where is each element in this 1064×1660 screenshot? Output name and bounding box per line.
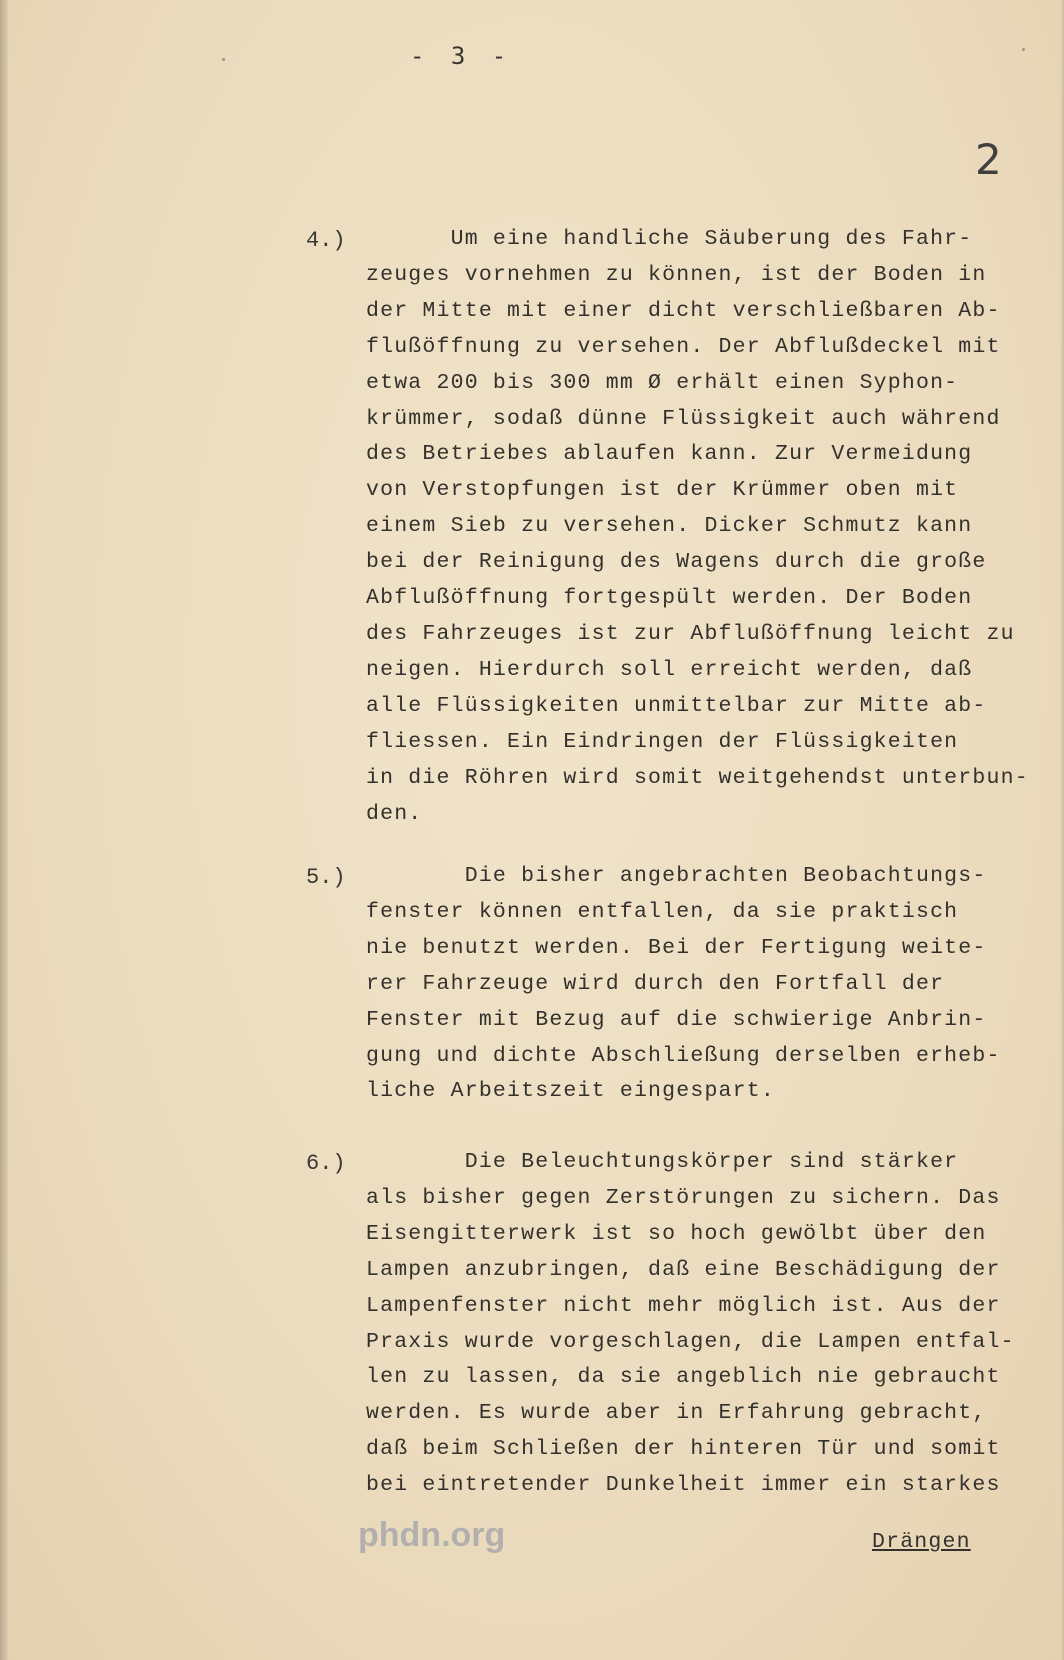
text-line: liche Arbeitszeit eingespart. <box>366 1079 775 1104</box>
ink-speck <box>222 58 225 61</box>
page-number: - 3 - <box>410 42 513 70</box>
text-line: Fenster mit Bezug auf die schwierige Anbrin- <box>366 1007 987 1032</box>
watermark-logo: phdn.org <box>358 1516 506 1554</box>
text-line: bei eintretender Dunkelheit immer ein starkes <box>366 1473 1001 1498</box>
text-line: von Verstopfungen ist der Krümmer oben mit <box>366 478 959 503</box>
text-line: alle Flüssigkeiten unmittelbar zur Mitte ab- <box>366 693 987 718</box>
text-line: Die Beleuchtungskörper sind stärker <box>366 1150 959 1174</box>
text-line: neigen. Hierdurch soll erreicht werden, daß <box>366 657 973 682</box>
section-body <box>366 1145 1056 1504</box>
text-line: einem Sieb zu versehen. Dicker Schmutz kann <box>366 514 973 539</box>
section-body <box>366 222 1056 832</box>
text-line: in die Röhren wird somit weitgehendst unterbun- <box>366 765 1029 790</box>
text-line: fenster können entfallen, da sie praktisch <box>366 899 959 924</box>
text-line: des Fahrzeuges ist zur Abflußöffnung leicht zu <box>366 621 1015 646</box>
ink-speck <box>1022 48 1025 51</box>
text-line: fliessen. Ein Eindringen der Flüssigkeiten <box>366 729 959 754</box>
text-line: rer Fahrzeuge wird durch den Fortfall der <box>366 971 945 996</box>
section-body <box>366 859 1056 1110</box>
text-line: etwa 200 bis 300 mm Ø erhält einen Syphon- <box>366 370 959 395</box>
text-line: daß beim Schließen der hinteren Tür und somit <box>366 1437 1001 1462</box>
text-line: Lampenfenster nicht mehr möglich ist. Aus der <box>366 1293 1001 1318</box>
text-line: Um eine handliche Säuberung des Fahr- <box>366 227 973 251</box>
text-line: Die bisher angebrachten Beobachtungs- <box>366 864 987 888</box>
catchword: Drängen <box>872 1530 971 1554</box>
text-line: als bisher gegen Zerstörungen zu sichern. Das <box>366 1185 1001 1210</box>
section-number: 6.) <box>306 1151 346 1176</box>
text-line: flußöffnung zu versehen. Der Abflußdeckel mit <box>366 334 1001 359</box>
text-line: nie benutzt werden. Bei der Fertigung weite- <box>366 935 987 960</box>
text-line: Eisengitterwerk ist so hoch gewölbt über den <box>366 1221 987 1246</box>
text-line: Lampen anzubringen, daß eine Beschädigung der <box>366 1257 1001 1282</box>
folio-number: 2 <box>975 135 1002 184</box>
text-line: des Betriebes ablaufen kann. Zur Vermeidung <box>366 442 973 467</box>
text-line: werden. Es wurde aber in Erfahrung gebracht, <box>366 1401 987 1426</box>
page-right-edge <box>1060 0 1064 1660</box>
text-line: Praxis wurde vorgeschlagen, die Lampen entfal- <box>366 1329 1015 1354</box>
page-left-edge <box>0 0 8 1660</box>
text-line: gung und dichte Abschließung derselben erheb- <box>366 1043 1001 1068</box>
text-line: zeuges vornehmen zu können, ist der Boden in <box>366 262 987 287</box>
text-line: Abflußöffnung fortgespült werden. Der Boden <box>366 586 973 611</box>
text-line: len zu lassen, da sie angeblich nie gebraucht <box>366 1365 1001 1390</box>
text-line: krümmer, sodaß dünne Flüssigkeit auch während <box>366 406 1001 431</box>
text-line: der Mitte mit einer dicht verschließbaren Ab- <box>366 298 1001 323</box>
text-line: den. <box>366 801 423 826</box>
section-number: 4.) <box>306 228 346 253</box>
section-number: 5.) <box>306 865 346 890</box>
text-line: bei der Reinigung des Wagens durch die große <box>366 550 987 575</box>
